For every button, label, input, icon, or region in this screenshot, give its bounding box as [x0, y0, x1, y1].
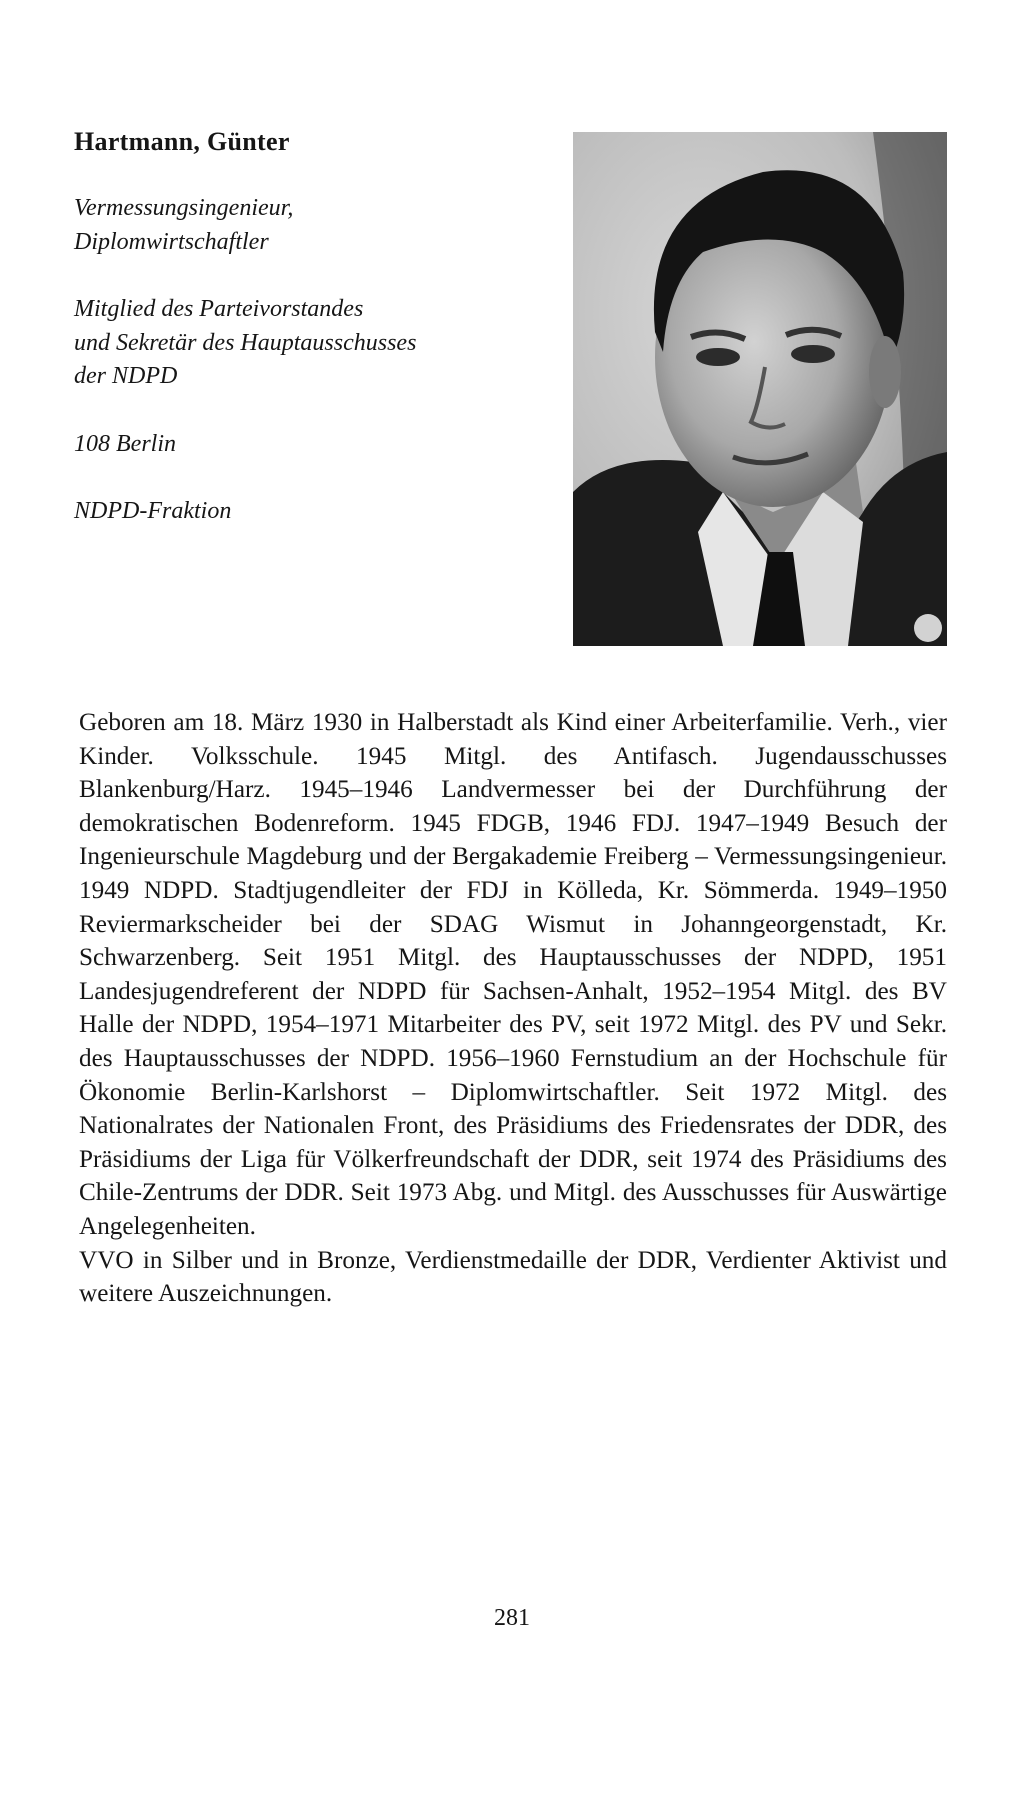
biography-text: Geboren am 18. März 1930 in Halberstadt als Kind einer Arbeiterfamilie. Verh., vier Kinder. Volksschule. 1945 Mitgl. des Antifasch. Jugendausschusses Blankenburg/Harz. 1945–1946 Landvermesser bei der Durchführung der demokratischen Bodenreform. 1945 FDGB, 1946 FDJ. 1947–1949 Besuch der Ingenieurschule Magdeburg und der Bergakademie Freiberg – Vermessungsingenieur. 1949 NDPD. Stadtjugendleiter der FDJ in Kölleda, Kr. Sömmerda. 1949–1950 Reviermarkscheider bei der SDAG Wismut in Johanngeorgenstadt, Kr. Schwarzenberg. Seit 1951 Mitgl. des Hauptausschusses der NDPD, 1951 Landesjugendreferent der NDPD für Sachsen-Anhalt, 1952–1954 Mitgl. des BV Halle der NDPD, 1954–1971 Mitarbeiter des PV, seit 1972 Mitgl. des PV und Sekr. des Hauptausschusses der NDPD. 1956–1960 Fernstudium an der Hochschule für Ökonomie Berlin-Karlshorst – Diplomwirtschaftler. Seit 1972 Mitgl. des Nationalrates der Nationalen Front, des Präsidiums des Friedensrates der DDR, des Präsidiums der Liga für Völkerfreundschaft der DDR, seit 1974 des Präsidiums des Chile-Zentrums der DDR. Seit 1973 Abg. und Mitgl. des Ausschusses für Auswärtige Angelegenheiten.	[79, 709, 947, 1240]
function-line: Mitglied des Parteivorstandes	[74, 296, 364, 322]
portrait-icon	[573, 132, 947, 646]
function-line: und Sekretär des Hauptausschusses	[74, 329, 417, 356]
person-info	[74, 192, 544, 563]
faction	[74, 495, 544, 529]
party-function	[74, 293, 544, 394]
portrait-photo	[573, 132, 947, 646]
function-line: der NDPD	[74, 363, 178, 389]
page-number: 281	[494, 1605, 530, 1631]
faction-text: NDPD-Fraktion	[74, 498, 232, 524]
awards-text: VVO in Silber und in Bronze, Verdienstmedaille der DDR, Verdienter Aktivist und weitere Auszeichnungen.	[79, 1246, 947, 1308]
profession-line: Diplomwirtschaftler	[74, 228, 269, 255]
location-text: 108 Berlin	[74, 430, 176, 457]
biography-block	[79, 706, 947, 1311]
person-name: Hartmann, Günter	[74, 127, 290, 156]
location	[74, 428, 544, 462]
profession	[74, 192, 544, 259]
profession-line: Vermessungsingenieur,	[74, 195, 294, 221]
